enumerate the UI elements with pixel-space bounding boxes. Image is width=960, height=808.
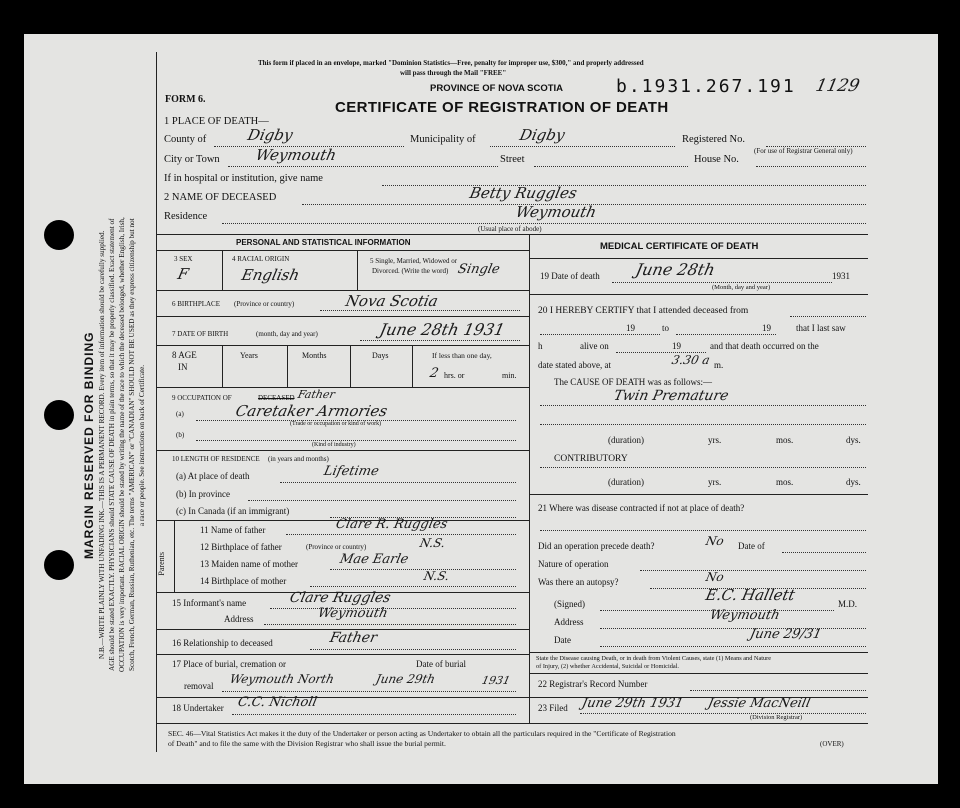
informant-address-label: Address [224,614,254,624]
rule [529,673,868,674]
rule [156,450,529,451]
yrs-label-2: yrs. [708,477,722,487]
house-line [756,166,866,167]
place-of-death-label: 1 PLACE OF DEATH— [164,116,269,127]
cause-line [540,405,866,406]
violent-note: State the Disease causing Death, or in death from Violent Causes, state (1) Means and Nature [536,655,772,662]
relationship-line [310,649,516,650]
at-place-value: Lifetime [322,464,381,479]
in-province-line [248,500,516,501]
attend-from-line [540,334,660,335]
margin-line: N.B.—WRITE PLAINLY WITH UNFADING INK.—THIS IS A PERMANENT RECORD. Every item of information should be carefully supplied. [98,230,106,660]
occupation-label: 9 OCCUPATION OF [172,394,232,402]
operation-date-label: Date of [738,541,765,551]
margin-line: Scotch, French, German, Russian, Ruthenian, etc. The terms "AMERICAN" or "CANADIAN" SHOULD NOT BE USED as they express citizenship but not [128,218,136,672]
file-number-stamp: b.1931.267.191 [616,76,796,97]
alive-year: 19 [672,341,681,351]
informant-name: Clare Ruggles [288,590,393,606]
cause-label: The CAUSE OF DEATH was as follows:— [554,377,712,387]
operation-date-line [782,552,866,553]
attend-to-year: 19 [762,323,771,333]
nature-label: Nature of operation [538,559,609,569]
at-place-label: (a) At place of death [176,471,250,481]
municipality-value: Digby [518,126,567,144]
street-label: Street [500,154,525,165]
autopsy-value: No [704,570,726,584]
column-divider [529,234,530,724]
burial-line [222,691,516,692]
signed-label: (Signed) [554,599,585,609]
dob-value: June 28th 1931 [377,320,507,339]
burial-removal-label: removal [184,681,214,691]
rule [222,345,223,387]
mos-label-2: mos. [776,477,794,487]
age-label: 8 AGE [172,350,197,360]
house-label: House No. [694,154,739,165]
dob-note: (month, day and year) [256,330,318,338]
operation-value: No [704,534,726,548]
physician-address: Weymouth [708,608,782,623]
section-bottom-rule [156,723,868,724]
contracted-label: 21 Where was disease contracted if not at place of death? [538,503,745,513]
rule [174,520,175,592]
autopsy-label: Was there an autopsy? [538,577,619,587]
residence-note: (Usual place of abode) [478,225,542,233]
attend-to-label: to [662,323,670,333]
rule [529,697,868,698]
last-saw-label: that I last saw [796,323,846,333]
father-name-label: 11 Name of father [200,525,266,535]
residence-value: Weymouth [514,203,599,221]
signed-date-label: Date [554,635,571,645]
left-border [156,52,157,752]
page-title: CERTIFICATE OF REGISTRATION OF DEATH [335,99,669,116]
dys-label: dys. [846,435,861,445]
birthplace-label: 6 BIRTHPLACE [172,300,220,308]
burial-date: June 29th [374,672,437,686]
occupation-b: (b) [176,431,185,439]
certify-from-line [790,316,866,317]
city-value: Weymouth [254,146,339,164]
parents-label: Parents [157,552,166,576]
hours-value: 2 [428,366,440,381]
mother-birthplace-label: 14 Birthplace of mother [200,576,287,586]
informant-address-line [264,624,516,625]
occupation-value: Caretaker Armories [234,402,390,420]
contributory-line [540,467,866,468]
h-label: h [538,341,543,351]
marital-value: Single [456,262,502,277]
informant-label: 15 Informant's name [172,598,247,608]
sex-value: F [176,265,191,283]
registrar-note: (Division Registrar) [750,714,803,721]
municipality-label: Municipality of [410,134,476,145]
rule [529,294,868,295]
mother-maiden-label: 13 Maiden name of mother [200,559,298,569]
registered-note: (For use of Registrar General only) [754,147,853,155]
relationship-label: 16 Relationship to deceased [172,638,273,648]
informant-address: Weymouth [316,606,390,621]
marital-label-2: Divorced. (Write the word) [372,267,449,275]
father-birthplace-note: (Province or country) [306,543,367,551]
deceased-name-label: 2 NAME OF DECEASED [164,192,277,203]
over-label: (OVER) [820,740,844,748]
margin-line: OCCUPATION is very important. RACIAL ORIGIN should be stated by writing the name of the race to which the deceased belonged, whether English, Irish, [118,217,126,673]
father-birthplace-label: 12 Birthplace of father [200,542,282,552]
contracted-line [540,530,866,531]
attend-to-line [676,334,776,335]
birthplace-line [320,310,520,311]
death-date-label: 19 Date of death [540,271,600,281]
death-occurred-label: and that death occurred on the [710,341,819,351]
occupation-note: (Trade or occupation or kind of work) [290,421,382,427]
rule [357,250,358,290]
rule [529,494,868,495]
industry-line [196,440,516,441]
occupation-a: (a) [176,410,184,418]
days-label: Days [372,351,389,360]
postal-notice-2: will pass through the Mail "FREE" [400,69,507,77]
rule [287,345,288,387]
residence-label: Residence [164,211,208,222]
registered-label: Registered No. [682,134,745,145]
province-name: PROVINCE OF NOVA SCOTIA [430,83,564,94]
city-label: City or Town [164,154,220,165]
birthplace-note: (Province or country) [234,300,295,308]
registrar-record-line [690,690,866,691]
informant-line [270,608,516,609]
occupation-struck: DECEASED [258,394,295,402]
contributory-label: CONTRIBUTORY [554,454,628,464]
rule [156,345,529,346]
racial-label: 4 RACIAL ORIGIN [232,255,290,263]
yrs-label: yrs. [708,435,722,445]
mother-line [330,569,516,570]
in-province-label: (b) In province [176,489,230,499]
burial-label: 17 Place of burial, cremation or [172,659,286,669]
filed-label: 23 Filed [538,703,568,713]
nature-line [640,570,866,571]
father-name: Clare R. Ruggles [334,517,449,532]
physician-signature: E.C. Hallett [704,586,797,604]
death-date-note: (Month, day and year) [712,284,771,291]
binding-margin [38,120,153,770]
death-time: 3.30 a [670,353,712,367]
duration-label-2: (duration) [608,477,644,487]
section-top-rule [156,234,868,235]
footer-note: SEC. 46—Vital Statistics Act makes it the duty of the Undertaker or person acting as Undertaker to obtain all the particulars required in the "Certificate of Registration [168,729,676,738]
dys-label-2: dys. [846,477,861,487]
relationship-value: Father [328,630,379,646]
registrar-signature: Jessie MacNeill [706,696,812,711]
birthplace-value: Nova Scotia [344,292,440,310]
undertaker-line [232,714,516,715]
mos-label: mos. [776,435,794,445]
racial-value: English [240,266,302,284]
signed-date: June 29/31 [748,627,823,642]
death-year: 1931 [832,271,850,281]
residence-line [222,223,866,224]
attend-from-year: 19 [626,323,635,333]
postal-notice: This form if placed in an envelope, marked "Dominion Statistics—Free, penalty for improper use, $300," and properly addressed [258,59,644,67]
years-label: Years [240,351,258,360]
hospital-label: If in hospital or institution, give name [164,173,323,184]
mother-birthplace: N.S. [422,569,451,583]
margin-line: AGE should be stated EXACTLY. PHYSICIANS should STATE CAUSE OF DEATH in plain terms, so that it may be properly classified. Exact statement of [108,218,116,672]
mother-birth-line [310,586,516,587]
certify-label: 20 I HEREBY CERTIFY that I attended deceased from [538,306,749,316]
rule [350,345,351,387]
at-place-line [280,482,516,483]
less-than-day-label: If less than one day, [432,351,492,360]
min-label: min. [502,371,517,380]
in-canada-label: (c) In Canada (if an immigrant) [176,506,290,516]
duration-label: (duration) [608,435,644,445]
age-label-2: IN [178,362,188,372]
undertaker-name: C.C. Nicholl [236,695,319,710]
margin-title: MARGIN RESERVED FOR BINDING [82,331,96,559]
rule [529,652,868,653]
page-number: 1129 [813,76,862,96]
father-line [286,534,516,535]
dob-line [360,340,520,341]
margin-line: a race or people. See instructions on back of Certificate. [138,364,146,526]
address-line [600,628,866,629]
burial-place: Weymouth North [228,672,336,686]
residence-length-note: (in years and months) [268,455,329,463]
father-birthplace: N.S. [418,536,447,550]
rule [222,250,223,290]
burial-date-label: Date of burial [416,659,466,669]
footer-note-2: of Death" and to file the same with the Division Registrar who shall issue the burial permit. [168,739,446,748]
personal-heading: PERSONAL AND STATISTICAL INFORMATION [236,238,411,247]
undertaker-label: 18 Undertaker [172,703,224,713]
hospital-line [382,185,866,186]
rule [156,316,529,317]
rule [156,654,529,655]
address-label: Address [554,617,584,627]
md-label: M.D. [838,599,858,609]
alive-on-label: alive on [580,341,609,351]
cause-line-2 [540,424,866,425]
filed-date: June 29th 1931 [580,696,685,711]
deceased-name: Betty Ruggles [468,184,579,202]
death-date-line [612,282,832,283]
street-line [534,166,688,167]
municipality-line [490,146,675,147]
operation-label: Did an operation precede death? [538,541,655,551]
death-date: June 28th [633,260,717,279]
marital-label: 5 Single, Married, Widowed or [370,257,458,265]
cause-value: Twin Premature [612,388,731,404]
registrar-record-label: 22 Registrar's Record Number [538,679,648,689]
residence-length-label: 10 LENGTH OF RESIDENCE [172,455,260,463]
rule [156,697,529,698]
medical-heading: MEDICAL CERTIFICATE OF DEATH [600,241,759,252]
violent-note-2: of Injury, (2) whether Accidental, Suicidal or Homicidal. [536,663,679,670]
industry-note: (Kind of industry) [312,442,356,448]
burial-year: 1931 [480,674,512,687]
signed-date-line [600,646,866,647]
sex-label: 3 SEX [174,255,193,263]
dob-label: 7 DATE OF BIRTH [172,330,229,338]
occupation-of: Father [296,388,337,401]
rule [156,290,529,291]
rule [156,250,529,251]
form-number: FORM 6. [165,94,206,105]
rule [529,258,868,259]
county-label: County of [164,134,207,145]
county-value: Digby [246,126,295,144]
hrs-label: hrs. or [444,371,465,380]
months-label: Months [302,351,327,360]
city-line [228,166,498,167]
date-stated-label: date stated above, at [538,360,611,370]
filed-line [580,713,866,714]
rule [412,345,413,387]
rule [156,387,529,388]
mother-maiden-name: Mae Earle [338,552,410,567]
m-label: m. [714,360,724,370]
